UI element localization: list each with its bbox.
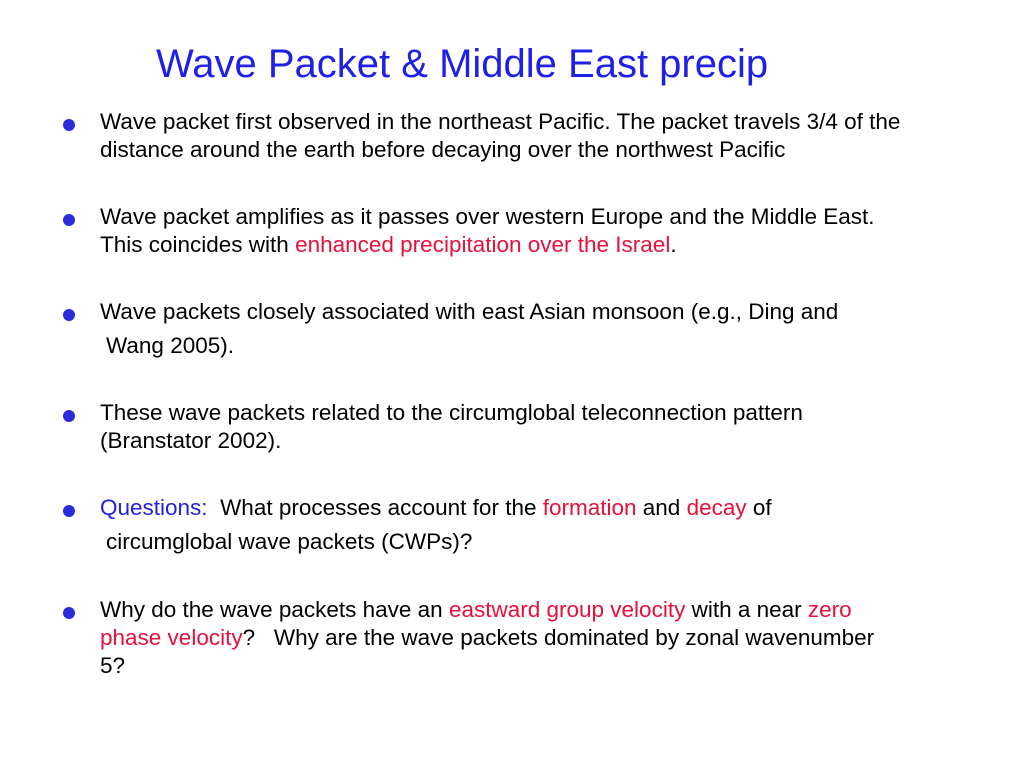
highlight-phase-velocity: phase velocity <box>100 625 243 650</box>
bullet-1-line-1: Wave packet first observed in the northeast Pacific. The packet travels 3/4 of the <box>100 109 901 134</box>
bullet-5-text-1: What processes account for the <box>207 495 543 520</box>
highlight-eastward-group-velocity: eastward group velocity <box>448 597 686 622</box>
bullet-icon <box>63 505 75 517</box>
bullet-3-line-1: Wave packets closely associated with east Asian monsoon (e.g., Ding and <box>100 299 839 324</box>
bullet-icon <box>63 410 75 422</box>
bullet-icon <box>63 309 75 321</box>
bullet-6-line-1 <box>100 596 852 623</box>
highlight-enhanced-precipitation: enhanced precipitation over the Israel <box>295 232 671 257</box>
bullet-1-line-2: distance around the earth before decaying over the northwest Pacific <box>100 137 786 162</box>
bullet-5-text-3: of <box>746 495 772 520</box>
highlight-zero: zero <box>807 597 852 622</box>
bullet-5-line-1 <box>100 494 772 521</box>
slide-title: Wave Packet & Middle East precip <box>156 42 769 86</box>
bullet-2-period: . <box>670 232 677 257</box>
bullet-6-text-1: Why do the wave packets have an <box>100 597 449 622</box>
bullet-4-line-2: (Branstator 2002). <box>100 428 282 453</box>
questions-label: Questions: <box>100 495 208 520</box>
highlight-formation: formation <box>542 495 637 520</box>
bullet-4-line-1: These wave packets related to the circumglobal teleconnection pattern <box>100 400 803 425</box>
bullet-6-text-3: ? Why are the wave packets dominated by zonal wavenumber <box>242 625 875 650</box>
bullet-5-text-2: and <box>636 495 687 520</box>
bullet-2-text: This coincides with <box>100 232 296 257</box>
bullet-6-line-2 <box>100 624 874 651</box>
bullet-5-line-2: circumglobal wave packets (CWPs)? <box>106 529 473 554</box>
bullet-3-line-2: Wang 2005). <box>106 333 234 358</box>
bullet-2-line-1: Wave packet amplifies as it passes over western Europe and the Middle East. <box>100 204 875 229</box>
bullet-2-line-2 <box>100 231 677 258</box>
bullet-icon <box>63 214 75 226</box>
bullet-icon <box>63 607 75 619</box>
highlight-decay: decay <box>686 495 747 520</box>
bullet-6-text-2: with a near <box>685 597 808 622</box>
bullet-6-line-3: 5? <box>100 653 126 678</box>
bullet-icon <box>63 119 75 131</box>
